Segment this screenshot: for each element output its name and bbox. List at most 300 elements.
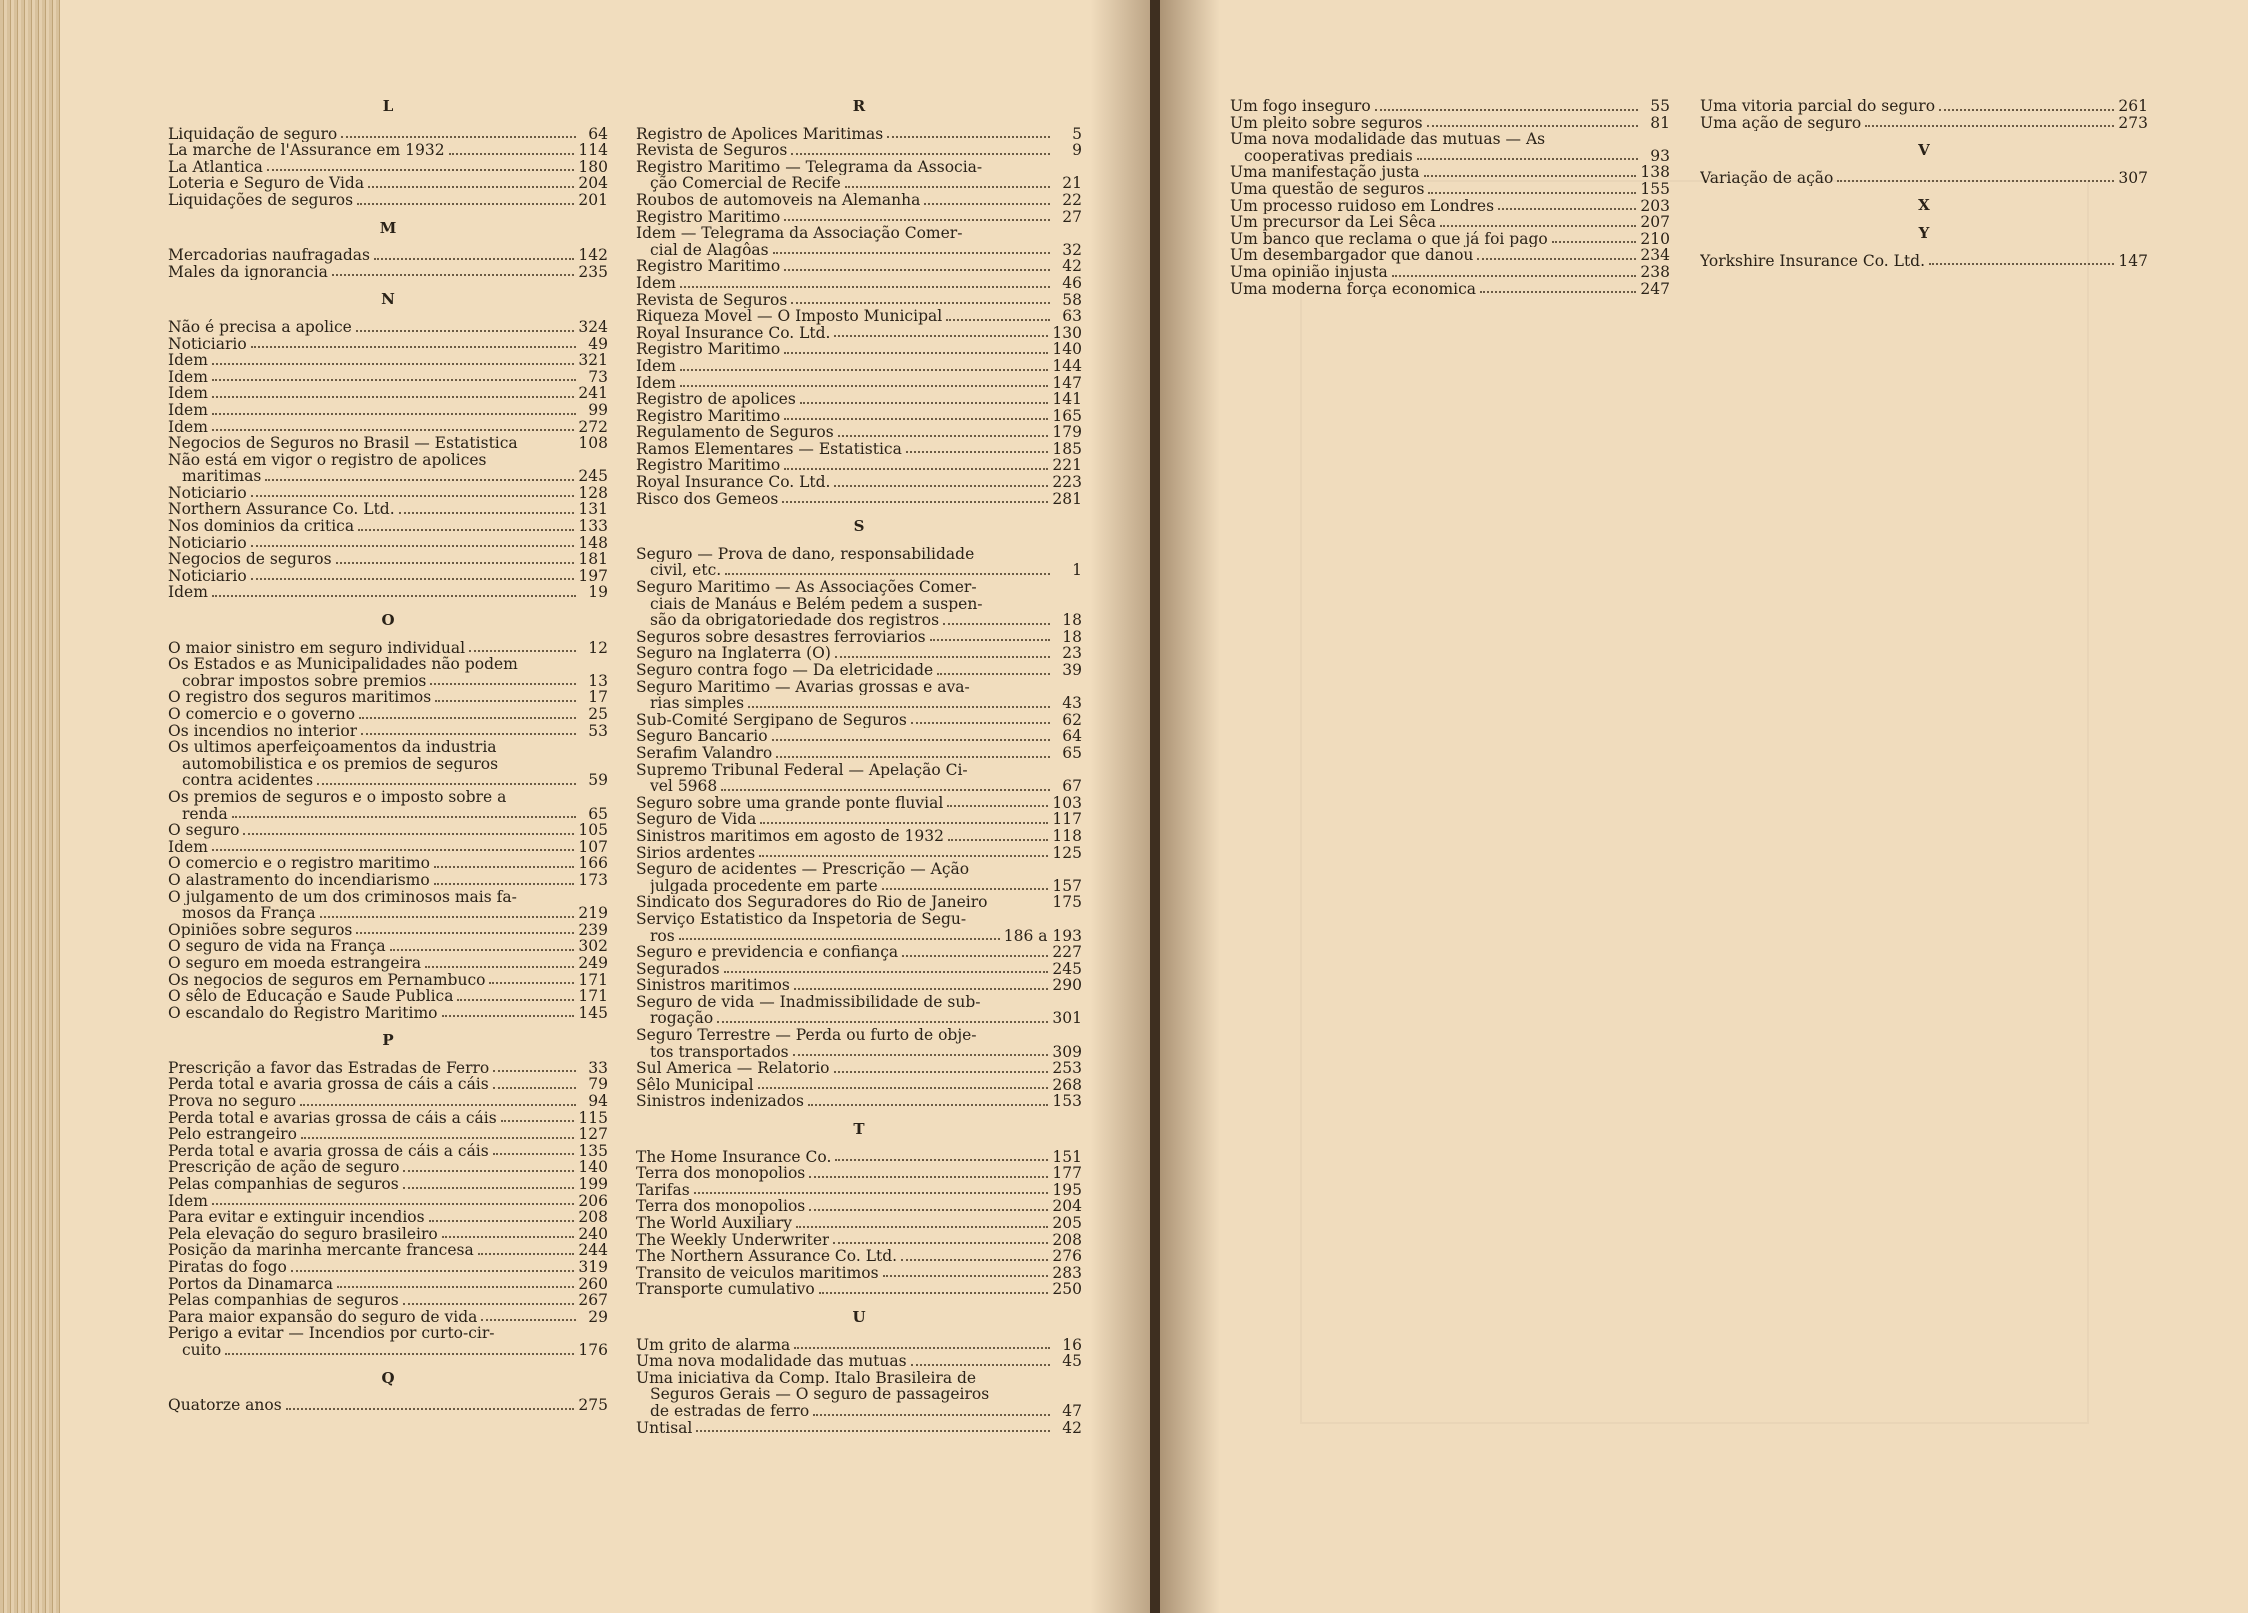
page-number: 239 [578,920,608,939]
entry-title: Registro Maritimo [636,208,781,226]
dot-leader [679,938,1000,940]
entry-title: Negocios de seguros [168,551,332,568]
index-entry [168,1259,608,1276]
dot-leader [1392,275,1637,277]
section-letter-heading: P [382,1031,394,1050]
entry-title: Seguro de acidentes — Prescrição — Ação [636,861,970,878]
entry-title: Sinistros maritimos [636,977,790,994]
dot-leader [930,639,1050,641]
page-number: 17 [588,688,608,707]
entry-title: Prescrição a favor das Estradas de Ferro [168,1059,490,1077]
page-number: 145 [578,1003,608,1022]
page-number: 245 [578,467,608,486]
page-number: 290 [1052,976,1082,995]
page-number: 171 [578,987,608,1006]
index-entry [168,640,608,657]
page-number: 45 [1062,1352,1082,1371]
page-number: 125 [1052,843,1082,862]
dot-leader [883,1275,1049,1277]
page-number: 273 [2118,113,2148,132]
dot-leader [680,286,1050,288]
entry-title: Para evitar e extinguir incendios [168,1209,425,1226]
entry-title: O maior sinistro em seguro individual [168,639,466,657]
index-entry [636,845,1082,862]
page-number: 176 [578,1340,608,1359]
entry-title: Loteria e Seguro de Vida [168,175,365,192]
entry-title: Seguro Terrestre — Perda ou furto de obje- [636,1027,977,1044]
dot-leader [1375,109,1638,111]
dot-leader [493,1153,575,1155]
entry-title: Serviço Estatistico da Inspetoria de Segu- [636,910,967,928]
entry-title: Perda total e avaria grossa de cáis a cáis [168,1076,489,1094]
page-number: 117 [1052,810,1082,829]
entry-title: Sirios ardentes [636,844,756,862]
index-entry [636,928,1082,945]
page-number: 235 [578,262,608,281]
page-number: 324 [578,317,608,336]
entry-title: O escandalo do Registro Maritimo [168,1004,438,1022]
entry-title: Seguro Maritimo — Avarias grossas e ava- [636,678,970,696]
dot-leader [800,402,1049,404]
right-gutter-shadow [1160,0,1220,1613]
entry-title: Transporte cumulativo [636,1281,815,1298]
dot-leader [368,186,574,188]
page-number: 142 [578,246,608,265]
dot-leader [845,186,1050,188]
index-entry [636,745,1082,762]
index-entry [636,225,1082,242]
index-entry [636,1353,1082,1370]
dot-leader [356,932,574,934]
entry-title: Sindicato dos Seguradores do Rio de Janeiro [636,894,988,911]
dot-leader [434,883,575,885]
entry-title: Uma nova modalidade das mutuas [636,1353,907,1370]
index-entry [636,375,1082,392]
page-number: 79 [588,1075,608,1094]
entry-title: O seguro de vida na França [168,938,386,955]
dot-leader [430,683,576,685]
dot-leader [717,1021,1048,1023]
page-number: 319 [578,1258,608,1276]
entry-title: Piratas do fogo [168,1259,287,1276]
entry-title: Untisal [636,1419,693,1437]
page-number: 25 [588,705,608,723]
page-number: 59 [588,771,608,790]
dot-leader [1498,208,1636,210]
dot-leader [212,849,574,851]
dot-leader [1417,158,1638,160]
entry-title: ção Comercial de Recife [650,175,841,192]
entry-title: Prova no seguro [168,1093,297,1110]
index-entry [636,209,1082,226]
entry-title: Royal Insurance Co. Ltd. [636,474,831,491]
index-entry [1230,115,1670,132]
index-entry [168,739,608,756]
index-entry [636,795,1082,812]
index-entry [168,126,608,143]
dot-leader [721,789,1050,791]
entry-title: O comercio e o registro maritimo [168,855,431,872]
page-number: 197 [578,566,608,585]
page-number: 157 [1052,876,1082,895]
index-entry [636,1232,1082,1249]
dot-leader [808,1104,1048,1106]
index-entry [636,994,1082,1011]
index-entry [1700,98,2148,115]
dot-leader [449,153,575,155]
index-entry [168,955,608,972]
entry-title: Quatorze anos [168,1397,282,1414]
index-entry [168,352,608,369]
entry-title: Um grito de alarma [636,1336,791,1354]
dot-leader [434,866,574,868]
index-entry [636,679,1082,696]
page-number: 46 [1062,273,1082,292]
dot-leader [399,512,575,514]
index-entry [168,1276,608,1293]
dot-leader [1424,175,1637,177]
section-letter-heading: V [1918,141,1930,160]
dot-leader [784,352,1048,354]
page-number: 244 [578,1241,608,1260]
entry-title: Pela elevação do seguro brasileiro [168,1225,438,1243]
entry-title: ciais de Manáus e Belém pedem a suspen- [650,595,983,613]
index-entry [168,142,608,159]
page-number: 204 [1052,1197,1082,1216]
entry-title: Sul America — Relatorio [636,1060,830,1077]
index-entry [636,1149,1082,1166]
section-letter-heading: R [852,97,866,115]
entry-title: Idem [168,385,208,402]
page-number: 173 [578,870,608,889]
index-entry [168,385,608,402]
index-entry [636,596,1082,613]
entry-title: mosos da França [182,905,316,922]
entry-title: rogação [650,1010,714,1028]
entry-title: Idem [168,1192,208,1210]
dot-leader [337,1286,574,1288]
page-number: 301 [1052,1009,1082,1028]
index-entry [168,1005,608,1022]
dot-leader [212,413,576,415]
dot-leader [359,717,576,719]
dot-leader [442,1236,575,1238]
dot-leader [291,1270,575,1272]
page-number: 307 [2118,168,2148,187]
page-number: 272 [578,417,608,436]
index-entry [636,1044,1082,1061]
entry-title: rias simples [650,695,745,712]
page-number: 144 [1052,356,1082,375]
index-entry [1230,281,1670,298]
index-entry [636,1010,1082,1027]
entry-title: Liquidações de seguros [168,191,354,209]
entry-title: Os negocios de seguros em Pernambuco [168,971,486,989]
page-number: 260 [578,1274,608,1293]
index-entry [636,878,1082,895]
index-entry [636,474,1082,491]
index-entry [168,264,608,281]
entry-title: Idem [168,838,208,856]
entry-title: Idem [168,401,208,419]
entry-title: Registro de apolices [636,391,796,408]
page-number: 147 [2118,251,2148,270]
page-number: 115 [578,1108,608,1127]
index-entry [168,938,608,955]
page-number: 221 [1052,456,1082,475]
section-letter-heading: N [381,290,395,309]
index-entry [168,822,608,839]
index-entry [168,535,608,552]
entry-title: Portos da Dinamarca [168,1275,333,1293]
index-column-right-1 [1230,98,1670,297]
entry-title: La marche de l'Assurance em 1932 [168,142,445,159]
entry-title: Registro Maritimo [636,258,781,275]
page-number: 147 [1052,373,1082,392]
page-number: 283 [1052,1263,1082,1282]
entry-title: O registro dos seguros maritimos [168,689,432,706]
page-number: 133 [578,517,608,536]
page-number: 166 [578,854,608,873]
dot-leader [819,1292,1049,1294]
page-number: 234 [1640,246,1670,265]
dot-leader [946,319,1050,321]
dot-leader [356,330,575,332]
dot-leader [374,258,574,260]
entry-title: Royal Insurance Co. Ltd. [636,324,831,342]
index-entry [636,424,1082,441]
dot-leader [809,1176,1048,1178]
dot-leader [425,966,574,968]
page-number: 177 [1052,1164,1082,1183]
entry-title: Seguro contra fogo — Da eletricidade [636,662,934,679]
index-entry [636,1215,1082,1232]
index-entry [168,419,608,436]
entry-title: Registro de Apolices Maritimas [636,125,884,143]
dot-leader [212,396,574,398]
index-entry [168,1076,608,1093]
index-entry [636,1281,1082,1298]
page-number: 114 [578,141,608,160]
dot-leader [212,595,576,597]
dot-leader [948,839,1048,841]
index-entry [636,159,1082,176]
page-number: 281 [1052,489,1082,508]
dot-leader [796,1226,1048,1228]
index-entry [636,712,1082,729]
entry-title: Seguros Gerais — O seguro de passageiros [650,1386,990,1403]
page-number: 186 a 193 [1003,926,1082,945]
index-entry [168,336,608,353]
index-entry [636,1165,1082,1182]
dot-leader [429,1220,575,1222]
page-number: 179 [1052,423,1082,442]
page-number: 175 [1052,893,1082,912]
dot-leader [911,722,1050,724]
index-entry [636,126,1082,143]
dot-leader [493,1070,576,1072]
index-entry [636,961,1082,978]
entry-title: Transito de veiculos maritimos [636,1264,879,1282]
entry-title: Uma opinião injusta [1230,263,1388,281]
entry-title: Noticiario [168,335,247,353]
index-entry [168,905,608,922]
dot-leader [947,805,1048,807]
entry-title: Revista de Seguros [636,142,788,159]
section-letter-heading: U [852,1307,866,1326]
entry-title: Os Estados e as Municipalidades não podem [168,656,518,673]
entry-title: Sinistros indenizados [636,1093,804,1111]
dot-leader [493,1087,576,1089]
dot-leader [813,1414,1050,1416]
index-entry [636,341,1082,358]
dot-leader [791,153,1050,155]
index-entry [168,1143,608,1160]
section-letter-heading: S [853,517,865,536]
entry-title: Uma ação de seguro [1700,114,1862,132]
entry-title: Idem [168,584,208,602]
page-number: 185 [1052,439,1082,458]
entry-title: Opiniões sobre seguros [168,921,353,939]
page-number: 13 [588,671,608,690]
dot-leader [1939,109,2114,111]
page-number: 241 [578,384,608,403]
dot-leader [834,335,1048,337]
entry-title: Não é precisa a apolice [168,318,352,336]
index-entry [636,358,1082,375]
index-entry [168,1292,608,1309]
entry-title: O seguro em moeda estrangeira [168,954,422,972]
entry-title: Northern Assurance Co. Ltd. [168,501,395,519]
dot-leader [286,1408,575,1410]
dot-leader [794,988,1049,990]
entry-title: Registro Maritimo [636,341,781,358]
dot-leader [902,955,1048,957]
entry-title: Registro Maritimo [636,407,781,425]
entry-title: Uma manifestação justa [1230,164,1420,181]
dot-leader [403,1187,575,1189]
page-number: 249 [578,953,608,972]
dot-leader [887,136,1050,138]
entry-title: ros [650,927,675,945]
dot-leader [906,451,1049,453]
entry-title: Seguro Bancario [636,728,768,745]
entry-title: Seguro de Vida [636,811,757,828]
index-entry [168,1093,608,1110]
dot-leader [834,1071,1049,1073]
dot-leader [1477,258,1636,260]
dot-leader [212,1203,574,1205]
entry-title: Idem [636,274,676,292]
index-entry [636,944,1082,961]
entry-title: Sêlo Municipal [636,1076,754,1094]
entry-title: Variação de ação [1700,169,1834,187]
entry-title: julgada procedente em parte [650,877,878,895]
index-entry [168,435,608,452]
entry-title: Registro Maritimo — Telegrama da Associa- [636,158,983,176]
index-entry [636,728,1082,745]
dot-leader [833,1242,1048,1244]
entry-title: Sinistros maritimos em agosto de 1932 [636,827,944,845]
page-number: 18 [1062,627,1082,646]
index-entry [168,855,608,872]
entry-title: Riqueza Movel — O Imposto Municipal [636,308,943,325]
entry-title: Os premios de seguros e o imposto sobre a [168,788,507,806]
entry-title: Revista de Seguros [636,291,788,309]
index-column-left-2 [636,98,1082,1436]
index-entry [168,1309,608,1326]
dot-leader [481,1319,576,1321]
page-number: 58 [1062,290,1082,309]
page-number: 208 [578,1208,608,1227]
page-number: 128 [578,483,608,502]
page-number: 118 [1052,826,1082,845]
index-entry [168,1209,608,1226]
entry-title: cuito [182,1341,222,1359]
entry-title: automobilistica e os premios de seguros [182,755,499,773]
page-number: 65 [588,804,608,823]
dot-leader [403,1170,574,1172]
page-number: 73 [588,367,608,386]
page-number: 135 [578,1141,608,1160]
entry-title: Pelas companhias de seguros [168,1292,399,1309]
page-number: 210 [1640,229,1670,248]
index-entry [636,391,1082,408]
index-entry [636,1370,1082,1387]
entry-title: Terra dos monopolios [636,1198,806,1215]
dot-leader [835,1159,1048,1161]
entry-title: Pelo estrangeiro [168,1126,297,1143]
index-entry [636,457,1082,474]
dot-leader [243,833,574,835]
page-number: 94 [588,1092,608,1111]
page-number: 148 [578,533,608,552]
index-entry [636,1403,1082,1420]
index-entry [1230,181,1670,198]
entry-title: Registro Maritimo [636,457,781,475]
page-number: 207 [1640,213,1670,232]
page-number: 208 [1052,1230,1082,1249]
entry-title: Mercadorias naufragadas [168,247,370,264]
index-entry [636,1027,1082,1044]
entry-title: cobrar impostos sobre premios [182,672,427,690]
dot-leader [1929,263,2114,265]
dot-leader [1837,180,2114,182]
entry-title: Yorkshire Insurance Co. Ltd. [1700,252,1926,270]
index-entry [636,491,1082,508]
page-number: 16 [1062,1335,1082,1354]
dot-leader [251,495,575,497]
page-number: 93 [1650,146,1670,165]
index-entry [636,441,1082,458]
page-number: 12 [588,638,608,657]
entry-title: Serafim Valandro [636,744,773,762]
dot-leader [834,485,1048,487]
book-spine [1150,0,1160,1613]
entry-title: Os ultimos aperfeiçoamentos da industria [168,739,497,756]
page-number: 64 [588,124,608,143]
page-number: 268 [1052,1075,1082,1094]
index-entry [168,192,608,209]
entry-title: Noticiario [168,567,247,585]
index-entry [168,673,608,690]
page-number: 49 [588,334,608,353]
index-entry [1700,170,2148,187]
left-gutter-shadow [1090,0,1150,1613]
entry-title: Uma nova modalidade das mutuas — As [1230,131,1546,148]
dot-leader [1480,291,1636,293]
dot-leader [300,1104,576,1106]
